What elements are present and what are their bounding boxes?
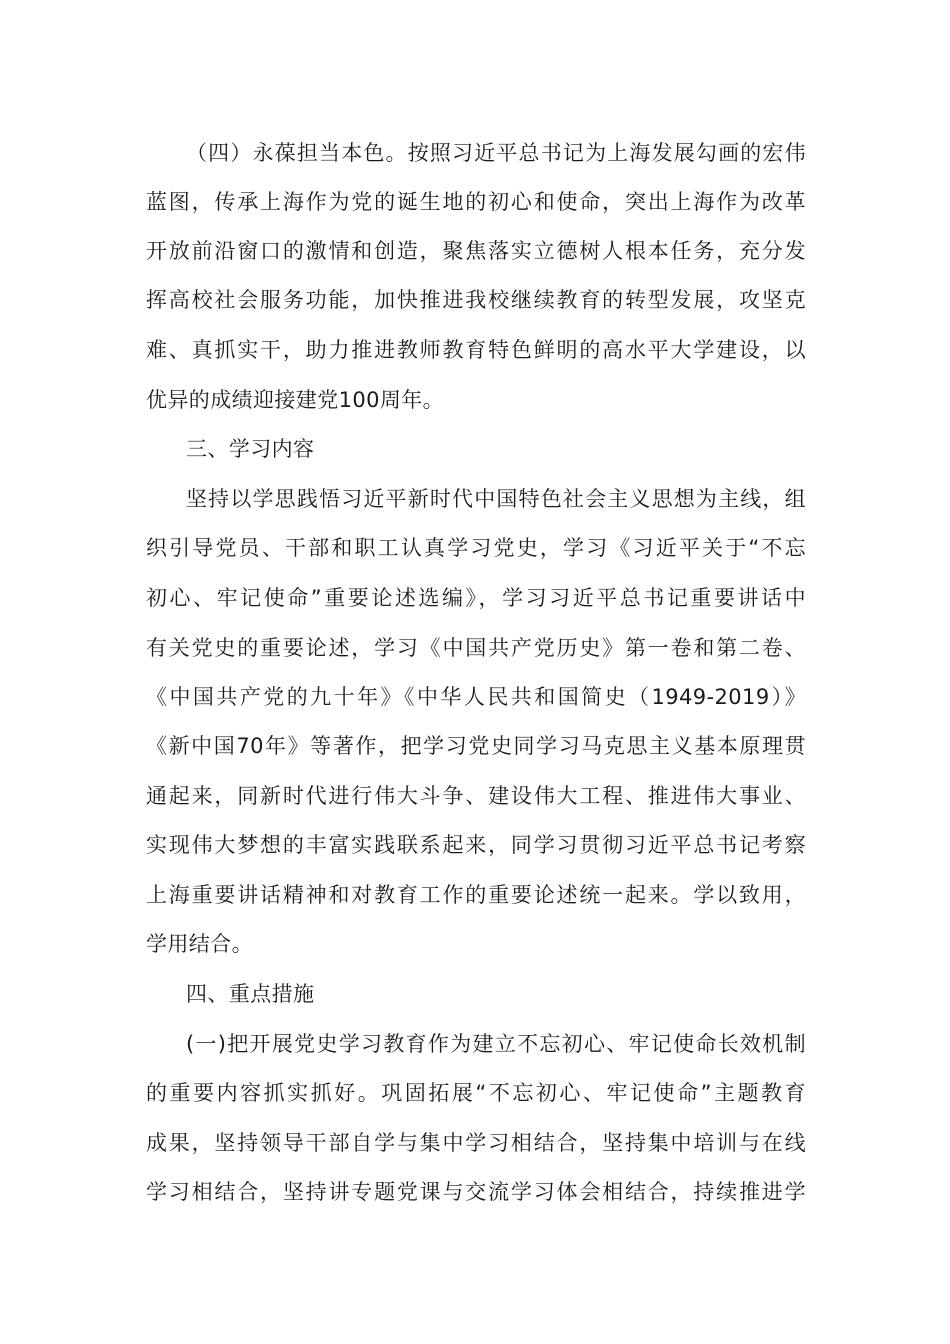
paragraph-line: 挥高校社会服务功能，加快推进我校继续教育的转型发展，攻坚克 [146,288,806,312]
paragraph-line: 通起来，同新时代进行伟大斗争、建设伟大工程、推进伟大事业、 [146,784,806,808]
paragraph-line: 学用结合。 [146,932,253,956]
paragraph-line: 开放前沿窗口的激情和创造，聚焦落实立德树人根本任务，充分发 [146,239,806,263]
section-heading: 三、学习内容 [186,437,315,461]
paragraph-line: 坚持以学思践悟习近平新时代中国特色社会主义思想为主线，组 [186,487,806,511]
paragraph-line: 的重要内容抓实抓好。巩固拓展“不忘初心、牢记使命”主题教育 [146,1081,806,1105]
paragraph-line: （四）永葆担当本色。按照习近平总书记为上海发展勾画的宏伟 [186,141,806,165]
paragraph-line: 学习相结合，坚持讲专题党课与交流学习体会相结合，持续推进学 [146,1180,806,1204]
paragraph-line: 优异的成绩迎接建党100周年。 [146,388,445,412]
section-heading: 四、重点措施 [186,982,315,1006]
paragraph-line: 蓝图，传承上海作为党的诞生地的初心和使命，突出上海作为改革 [146,190,806,214]
paragraph-line: 成果，坚持领导干部自学与集中学习相结合，坚持集中培训与在线 [146,1131,806,1155]
paragraph-line: (一)把开展党史学习教育作为建立不忘初心、牢记使命长效机制 [186,1032,806,1056]
paragraph-line: 《新中国70年》等著作，把学习党史同学习马克思主义基本原理贯 [146,734,806,758]
paragraph-line: 实现伟大梦想的丰富实践联系起来，同学习贯彻习近平总书记考察 [146,833,806,857]
paragraph-line: 《中国共产党的九十年》《中华人民共和国简史（1949-2019）》 [146,685,806,709]
paragraph-line: 织引导党员、干部和职工认真学习党史，学习《习近平关于“不忘 [146,536,806,560]
paragraph-line: 上海重要讲话精神和对教育工作的重要论述统一起来。学以致用， [146,883,806,907]
paragraph-line: 有关党史的重要论述，学习《中国共产党历史》第一卷和第二卷、 [146,636,806,660]
paragraph-line: 难、真抓实干，助力推进教师教育特色鲜明的高水平大学建设，以 [146,338,806,362]
paragraph-line: 初心、牢记使命”重要论述选编》，学习习近平总书记重要讲话中 [146,586,806,610]
